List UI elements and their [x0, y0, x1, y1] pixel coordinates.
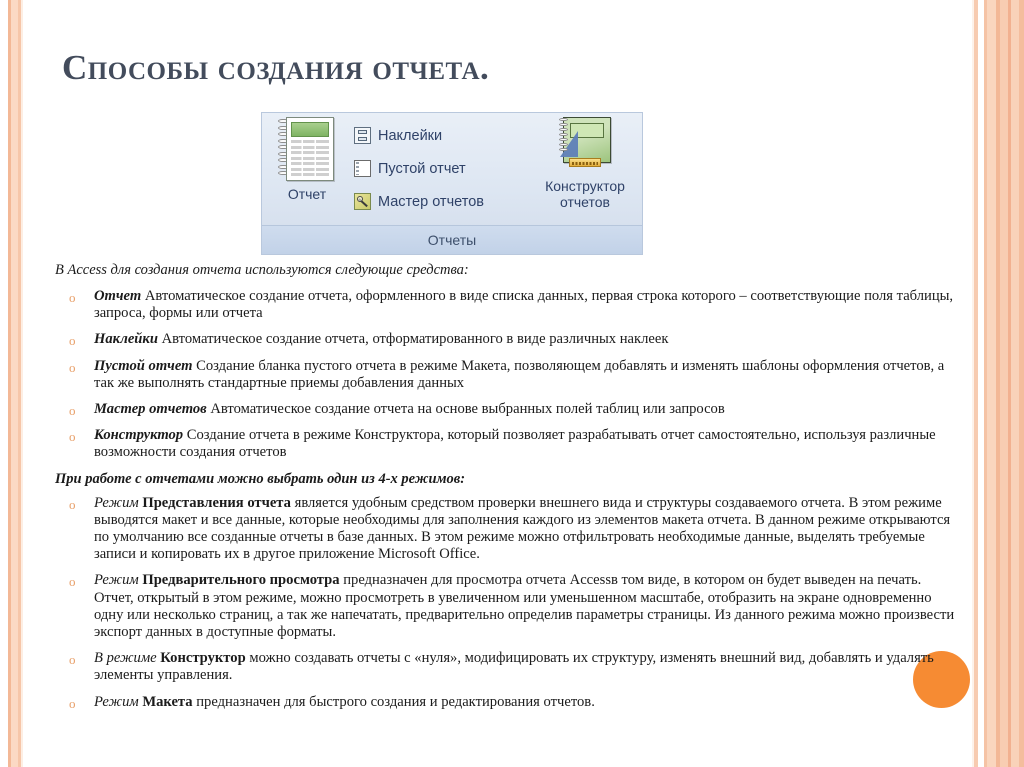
tool-text: Автоматическое создание отчета на основе выбранных полей таблиц или запросов — [206, 401, 725, 418]
ribbon-button-report-wizard[interactable] — [354, 185, 544, 218]
mode-term-bold: Предварительного просмотра — [142, 572, 340, 589]
mode-term-italic: Режим — [94, 693, 143, 710]
bullet-marker: o — [69, 429, 76, 445]
modes-list — [55, 495, 955, 711]
list-item — [55, 694, 955, 711]
bullet-marker: o — [69, 359, 76, 375]
list-item — [55, 401, 955, 418]
tool-term: Конструктор — [94, 427, 184, 444]
bullet-marker: o — [69, 290, 76, 305]
list-item — [55, 288, 955, 322]
ribbon-button-report[interactable] — [268, 117, 346, 225]
ribbon-button-report-design[interactable] — [532, 117, 638, 225]
mode-term-italic: Режим — [94, 572, 143, 589]
ribbon-button-labels[interactable] — [354, 119, 544, 152]
ribbon-button-report-label: Отчет — [287, 186, 327, 202]
bullet-marker: o — [69, 496, 76, 512]
tool-text: Создание отчета в режиме Конструктора, который позволяет разрабатывать отчет самостоятельно, используя различные возможности создания отчетов — [94, 427, 936, 461]
mode-term-bold: Макета — [142, 693, 193, 710]
mode-term-italic: В режиме — [94, 650, 161, 667]
tool-text: Создание бланка пустого отчета в режиме Макета, позволяющем добавлять и изменять шаблоны оформления отчетов, а так же выполнять стандартные приемы добавления данных — [94, 357, 945, 391]
slide-body — [55, 262, 955, 720]
report-design-icon — [557, 117, 613, 175]
access-ribbon-reports-group — [261, 112, 643, 255]
tool-term: Мастер отчетов — [94, 401, 207, 418]
ribbon-group-label: Отчеты — [262, 225, 642, 254]
ribbon-body — [262, 113, 642, 227]
mode-term-bold: Конструктор — [160, 650, 246, 667]
bullet-marker: o — [69, 695, 76, 711]
tool-term: Наклейки — [94, 331, 158, 348]
bullet-marker: o — [69, 333, 76, 349]
left-edge-stripes — [0, 0, 40, 767]
ribbon-small-button-column — [354, 119, 544, 218]
tools-list — [55, 288, 955, 462]
tool-text: Автоматическое создание отчета, отформатированного в виде различных наклеек — [157, 331, 669, 348]
bullet-marker: o — [69, 574, 76, 590]
tool-term: Пустой отчет — [94, 357, 193, 374]
right-edge-stripes — [972, 0, 1024, 767]
tool-text: Автоматическое создание отчета, оформленного в виде списка данных, первая строка которого – соответствующие поля таблицы, запроса, формы или отчета — [94, 288, 954, 322]
ribbon-button-blank-report[interactable] — [354, 152, 544, 185]
tool-term: Отчет — [94, 288, 142, 304]
mode-term-bold: Представления отчета — [142, 494, 291, 511]
list-item — [55, 331, 955, 348]
mode-text: предназначен для просмотра отчета Accessв том виде, в котором он будет выведен на печать. Отчет, открытый в этом режиме, можно просмотреть в увеличенном или уменьшенном масштабе, отобразить на экране одновременно одну или несколько страниц, а так же напечатать, предварительно определив параметры страницы. Из данного режима можно произвести экспорт данных в доступные форматы. — [94, 572, 955, 641]
bullet-marker: o — [69, 403, 76, 419]
mode-term-italic: Режим — [94, 494, 143, 511]
list-item — [55, 358, 955, 392]
list-item — [55, 495, 955, 564]
ribbon-button-report-wizard-label: Мастер отчетов — [378, 193, 484, 210]
mode-text: предназначен для быстрого создания и редактирования отчетов. — [192, 693, 595, 710]
lead-paragraph — [55, 262, 955, 279]
list-item — [55, 427, 955, 461]
report-table-icon — [278, 117, 336, 183]
bullet-marker: o — [69, 652, 76, 668]
blank-report-icon — [354, 160, 371, 177]
labels-icon — [354, 127, 371, 144]
ribbon-button-blank-report-label: Пустой отчет — [378, 160, 466, 177]
mode-text: является удобным средством проверки внешнего вида и структуры создаваемого отчета. В этом режиме выводятся макет и все данные, которые необходимы для заполнения каждого из элементов макета отчета. В данном режиме открываются по умолчанию все созданные отчеты в базе данных. В этом режиме можно отфильтровать необходимые данные, выделять требуемые записи и копировать их в другое приложение Microsoft Office. — [94, 494, 951, 563]
list-item — [55, 572, 955, 641]
page-title: Способы создания отчета. — [62, 48, 490, 87]
mode-text: можно создавать отчеты с «нуля», модифицировать их структуру, изменять внешний вид, добавлять и удалять элементы управления. — [94, 650, 934, 684]
modes-heading: При работе с отчетами можно выбрать один из 4-х режимов: — [55, 470, 466, 487]
report-wizard-icon — [354, 193, 371, 210]
list-item — [55, 650, 955, 684]
lead-text: В Access для создания отчета используются следующие средства: — [55, 262, 469, 278]
ribbon-button-labels-label: Наклейки — [378, 127, 443, 144]
ribbon-button-report-design-label: Конструктор отчетов — [545, 178, 625, 210]
